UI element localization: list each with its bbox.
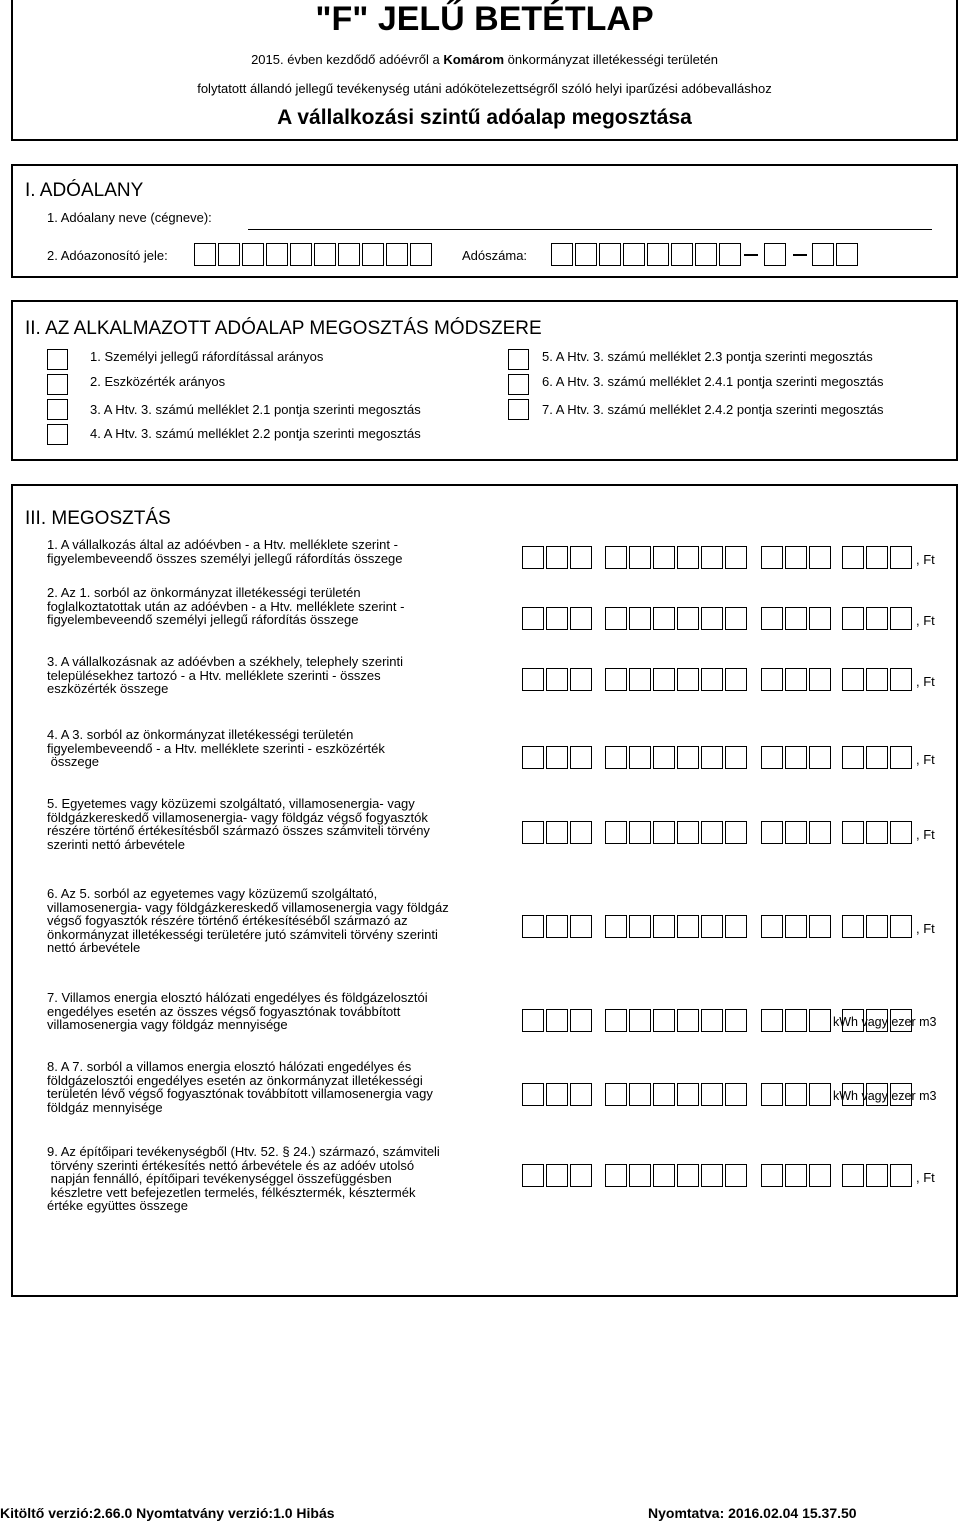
tax-id-digit-box[interactable]: [290, 243, 312, 266]
row-2-digit-group[interactable]: [677, 607, 747, 630]
row-3-digit-box[interactable]: [761, 668, 783, 691]
row-9-digit-group[interactable]: [677, 1164, 747, 1187]
row-2-digit-box[interactable]: [809, 607, 831, 630]
row-5-digit-box[interactable]: [653, 821, 675, 844]
row-5-digit-group[interactable]: [605, 821, 675, 844]
tax-number-digit-box[interactable]: [575, 243, 597, 266]
row-2-digit-box[interactable]: [522, 607, 544, 630]
row-8-digit-box[interactable]: [677, 1083, 699, 1106]
row-6-digit-group[interactable]: [605, 915, 675, 938]
header-panel: [11, 0, 958, 141]
row-7-label-line: 7. Villamos energia elosztó hálózati engedélyes és földgázelosztói: [47, 990, 428, 1005]
row-3-digit-group[interactable]: [677, 668, 747, 691]
tax-id-digit-box[interactable]: [410, 243, 432, 266]
tax-number-dash-1: [744, 254, 758, 256]
method-6-label: 6. A Htv. 3. számú melléklet 2.4.1 pontja szerinti megosztás: [542, 374, 884, 389]
row-1-digit-box[interactable]: [629, 546, 651, 569]
row-7-digit-group[interactable]: [605, 1009, 675, 1032]
section-adoalany: [11, 164, 958, 278]
row-4-digit-group[interactable]: [761, 746, 831, 769]
row-4-digit-box[interactable]: [605, 746, 627, 769]
row-6-digit-box[interactable]: [677, 915, 699, 938]
row-8-digit-group[interactable]: [605, 1083, 675, 1106]
row-5-digit-box[interactable]: [890, 821, 912, 844]
footer-printed: Nyomtatva: 2016.02.04 15.37.50: [648, 1505, 857, 1521]
row-2-digit-group[interactable]: [605, 607, 675, 630]
row-9-digit-box[interactable]: [842, 1164, 864, 1187]
row-1-digit-box[interactable]: [522, 546, 544, 569]
row-3-digit-box[interactable]: [629, 668, 651, 691]
row-5-unit: , Ft: [916, 827, 935, 842]
row-6-digit-box[interactable]: [701, 915, 723, 938]
row-9-digit-box[interactable]: [653, 1164, 675, 1187]
row-6-digit-box[interactable]: [605, 915, 627, 938]
row-2-digit-box[interactable]: [570, 607, 592, 630]
method-3-checkbox[interactable]: [47, 399, 68, 420]
row-3-digit-box[interactable]: [522, 668, 544, 691]
row-1-digit-box[interactable]: [785, 546, 807, 569]
section-1-heading: I. ADÓALANY: [25, 180, 144, 201]
row-7-digit-group[interactable]: [522, 1009, 592, 1032]
tax-number-label: Adószáma:: [462, 248, 528, 263]
row-1-label-line: 1. A vállalkozás által az adóévben - a Htv. melléklete szerint -: [47, 537, 398, 552]
tax-number-digit-box[interactable]: [599, 243, 621, 266]
method-2-checkbox[interactable]: [47, 374, 68, 395]
row-1-unit: , Ft: [916, 552, 935, 567]
row-6-label-line: végső fogyasztók részére történő értékesítéséből származó az: [47, 913, 408, 929]
row-9-label-line: napján fennálló, építőipari tevékenységgel összefüggésben: [47, 1171, 392, 1187]
row-4-label: [47, 728, 385, 769]
row-5-digit-group[interactable]: [522, 821, 592, 844]
row-3-label: [47, 655, 403, 696]
row-8-label-line: földgáz mennyisége: [47, 1099, 163, 1115]
row-1-label-line: figyelembeveendő összes személyi jellegű ráfordítás összege: [47, 550, 403, 566]
tax-id-digit-box[interactable]: [314, 243, 336, 266]
row-2-label-line: foglalkoztatottak után az adóévben - a Htv. melléklete szerint -: [47, 598, 405, 614]
section-megosztas: [11, 484, 958, 1297]
row-5-digit-box[interactable]: [842, 821, 864, 844]
row-3-digit-group[interactable]: [605, 668, 675, 691]
row-9-digit-group[interactable]: [522, 1164, 592, 1187]
row-9-digit-box[interactable]: [809, 1164, 831, 1187]
row-8-digit-group[interactable]: [677, 1083, 747, 1106]
row-5-digit-box[interactable]: [725, 821, 747, 844]
row-7-digit-group[interactable]: [761, 1009, 831, 1032]
section-2-heading: II. AZ ALKALMAZOTT ADÓALAP MEGOSZTÁS MÓDSZERE: [25, 318, 542, 339]
row-2-digit-box[interactable]: [842, 607, 864, 630]
row-4-digit-box[interactable]: [629, 746, 651, 769]
row-8-label-line: területén lévő végső fogyasztónak továbbított villamosenergia vagy: [47, 1086, 433, 1102]
row-3-digit-group[interactable]: [842, 668, 912, 691]
tax-id-digit-box[interactable]: [266, 243, 288, 266]
row-4-unit: , Ft: [916, 752, 935, 767]
row-9-digit-group[interactable]: [761, 1164, 831, 1187]
method-5-label: 5. A Htv. 3. számú melléklet 2.3 pontja szerinti megosztás: [542, 349, 873, 364]
tax-number-boxes-county[interactable]: [812, 243, 858, 266]
row-9-digit-box[interactable]: [725, 1164, 747, 1187]
row-5-label-line: 5. Egyetemes vagy közüzemi szolgáltató, villamosenergia- vagy: [47, 796, 415, 811]
row-2-digit-box[interactable]: [890, 607, 912, 630]
tax-number-county-digit-box[interactable]: [836, 243, 858, 266]
row-6-digit-box[interactable]: [809, 915, 831, 938]
row-4-digit-box[interactable]: [890, 746, 912, 769]
row-5-label-line: részére történő értékesítésből származó összes számviteli törvény: [47, 823, 430, 839]
row-6-label-line: önkormányzat illetékességi területére jutó számviteli törvény szerinti: [47, 926, 438, 942]
row-7-digit-box[interactable]: [653, 1009, 675, 1032]
row-1-digit-box[interactable]: [701, 546, 723, 569]
row-2-digit-box[interactable]: [701, 607, 723, 630]
tax-number-digit-box[interactable]: [623, 243, 645, 266]
tax-number-digit-box[interactable]: [671, 243, 693, 266]
row-2-digit-box[interactable]: [785, 607, 807, 630]
header-line-1: [13, 52, 956, 67]
row-9-label-line: értéke együttes összege: [47, 1198, 188, 1214]
row-4-digit-box[interactable]: [785, 746, 807, 769]
row-6-digit-box[interactable]: [725, 915, 747, 938]
row-6-digit-box[interactable]: [546, 915, 568, 938]
row-5-digit-box[interactable]: [785, 821, 807, 844]
row-6-digit-box[interactable]: [629, 915, 651, 938]
row-1-digit-group[interactable]: [761, 546, 831, 569]
row-2-digit-box[interactable]: [629, 607, 651, 630]
row-9-label-line: törvény szerinti értékesítés nettó árbevétele és az adóév utolsó: [47, 1157, 415, 1173]
tax-id-boxes[interactable]: [194, 243, 432, 266]
row-7-digit-box[interactable]: [546, 1009, 568, 1032]
row-2-label-line: 2. Az 1. sorból az önkormányzat illetékességi területén: [47, 585, 361, 600]
row-8-digit-box[interactable]: [570, 1083, 592, 1106]
row-7-unit: kWh vagy ezer m3: [833, 1015, 937, 1029]
row-2-digit-box[interactable]: [605, 607, 627, 630]
row-4-digit-group[interactable]: [677, 746, 747, 769]
row-8-digit-box[interactable]: [701, 1083, 723, 1106]
municipality-name: Komárom: [443, 52, 505, 67]
row-5-label: [47, 797, 430, 851]
row-7-digit-box[interactable]: [677, 1009, 699, 1032]
row-7-digit-box[interactable]: [761, 1009, 783, 1032]
row-5-label-line: földgázkereskedő villamosenergia- vagy földgáz végső fogyasztók: [47, 809, 428, 825]
row-5-digit-group[interactable]: [677, 821, 747, 844]
row-8-digit-box[interactable]: [605, 1083, 627, 1106]
tax-number-boxes-main[interactable]: [551, 243, 741, 266]
row-3-digit-box[interactable]: [866, 668, 888, 691]
row-9-digit-box[interactable]: [677, 1164, 699, 1187]
section-megosztas-modszere: [11, 300, 958, 461]
row-1-digit-box[interactable]: [809, 546, 831, 569]
row-2-label: [47, 586, 404, 627]
row-4-digit-box[interactable]: [677, 746, 699, 769]
method-2-label: 2. Eszközérték arányos: [90, 374, 226, 389]
row-5-digit-box[interactable]: [570, 821, 592, 844]
row-7-digit-box[interactable]: [522, 1009, 544, 1032]
tax-number-digit-box[interactable]: [695, 243, 717, 266]
row-3-digit-box[interactable]: [677, 668, 699, 691]
row-1-digit-box[interactable]: [677, 546, 699, 569]
row-1-digit-box[interactable]: [546, 546, 568, 569]
row-2-digit-group[interactable]: [522, 607, 592, 630]
row-6-digit-box[interactable]: [653, 915, 675, 938]
row-2-digit-box[interactable]: [761, 607, 783, 630]
row-4-label-line: 4. A 3. sorból az önkormányzat illetékességi területén: [47, 727, 354, 742]
row-6-label: [47, 887, 449, 955]
row-7-digit-box[interactable]: [725, 1009, 747, 1032]
row-3-digit-box[interactable]: [785, 668, 807, 691]
row-5-label-line: szerinti nettó árbevétele: [47, 836, 186, 852]
row-9-digit-box[interactable]: [605, 1164, 627, 1187]
row-3-digit-box[interactable]: [605, 668, 627, 691]
row-2-digit-box[interactable]: [653, 607, 675, 630]
tax-id-digit-box[interactable]: [386, 243, 408, 266]
row-3-label-line: 3. A vállalkozásnak az adóévben a székhely, telephely szerinti: [47, 654, 404, 669]
tax-id-digit-box[interactable]: [218, 243, 240, 266]
row-8-digit-box[interactable]: [761, 1083, 783, 1106]
row-2-digit-box[interactable]: [866, 607, 888, 630]
row-7-label-line: villamosenergia vagy földgáz mennyisége: [47, 1017, 288, 1033]
form-subtitle: A vállalkozási szintű adóalap megosztása: [277, 106, 692, 129]
row-3-digit-box[interactable]: [809, 668, 831, 691]
row-1-digit-box[interactable]: [866, 546, 888, 569]
row-1-digit-box[interactable]: [570, 546, 592, 569]
row-5-digit-box[interactable]: [677, 821, 699, 844]
row-5-digit-box[interactable]: [809, 821, 831, 844]
taxpayer-name-label: 1. Adóalany neve (cégneve):: [47, 210, 212, 225]
header-line-1-post: önkormányzat illetékességi területén: [504, 52, 718, 67]
row-8-digit-box[interactable]: [629, 1083, 651, 1106]
method-3-label: 3. A Htv. 3. számú melléklet 2.1 pontja szerinti megosztás: [90, 402, 421, 417]
row-9-digit-box[interactable]: [546, 1164, 568, 1187]
section-3-heading: III. MEGOSZTÁS: [25, 508, 171, 529]
row-3-digit-box[interactable]: [546, 668, 568, 691]
header-line-1-pre: 2015. évben kezdődő adóévről a: [251, 52, 444, 67]
tax-id-digit-box[interactable]: [194, 243, 216, 266]
row-2-unit: , Ft: [916, 613, 935, 628]
tax-id-digit-box[interactable]: [362, 243, 384, 266]
row-7-digit-box[interactable]: [605, 1009, 627, 1032]
row-4-digit-box[interactable]: [546, 746, 568, 769]
row-5-digit-group[interactable]: [842, 821, 912, 844]
row-1-digit-box[interactable]: [890, 546, 912, 569]
row-7-digit-box[interactable]: [809, 1009, 831, 1032]
row-1-digit-group[interactable]: [842, 546, 912, 569]
row-4-digit-group[interactable]: [842, 746, 912, 769]
row-6-digit-box[interactable]: [785, 915, 807, 938]
tax-id-digit-box[interactable]: [242, 243, 264, 266]
tax-number-digit-box[interactable]: [647, 243, 669, 266]
row-8-unit: kWh vagy ezer m3: [833, 1089, 937, 1103]
row-6-digit-group[interactable]: [522, 915, 592, 938]
row-5-digit-box[interactable]: [546, 821, 568, 844]
row-9-digit-group[interactable]: [842, 1164, 912, 1187]
row-8-digit-box[interactable]: [522, 1083, 544, 1106]
row-7-digit-group[interactable]: [677, 1009, 747, 1032]
row-5-digit-box[interactable]: [522, 821, 544, 844]
row-4-digit-box[interactable]: [809, 746, 831, 769]
row-8-digit-box[interactable]: [653, 1083, 675, 1106]
row-9-digit-box[interactable]: [522, 1164, 544, 1187]
row-5-digit-box[interactable]: [629, 821, 651, 844]
row-5-digit-box[interactable]: [605, 821, 627, 844]
row-6-label-line: nettó árbevétele: [47, 940, 141, 956]
row-4-digit-box[interactable]: [725, 746, 747, 769]
row-4-digit-box[interactable]: [570, 746, 592, 769]
row-6-digit-box[interactable]: [890, 915, 912, 938]
row-6-digit-group[interactable]: [677, 915, 747, 938]
row-6-digit-box[interactable]: [570, 915, 592, 938]
row-1-digit-group[interactable]: [605, 546, 675, 569]
tax-number-boxes-vat[interactable]: [764, 243, 786, 266]
footer-version: Kitöltő verzió:2.66.0 Nyomtatvány verzió:1.0 Hibás: [0, 1505, 335, 1521]
row-3-digit-group[interactable]: [761, 668, 831, 691]
row-2-digit-group[interactable]: [842, 607, 912, 630]
row-4-digit-box[interactable]: [842, 746, 864, 769]
row-9-digit-box[interactable]: [785, 1164, 807, 1187]
row-3-label-line: eszközérték összege: [47, 681, 169, 697]
row-8-digit-box[interactable]: [809, 1083, 831, 1106]
row-7-digit-box[interactable]: [570, 1009, 592, 1032]
row-2-digit-box[interactable]: [677, 607, 699, 630]
tax-id-label: 2. Adóazonosító jele:: [47, 248, 168, 263]
tax-number-county-digit-box[interactable]: [812, 243, 834, 266]
tax-number-vat-digit-box[interactable]: [764, 243, 786, 266]
row-4-digit-group[interactable]: [605, 746, 675, 769]
row-1-digit-box[interactable]: [761, 546, 783, 569]
taxpayer-name-field[interactable]: [248, 228, 932, 230]
row-2-digit-box[interactable]: [546, 607, 568, 630]
row-6-digit-box[interactable]: [866, 915, 888, 938]
row-3-label-line: településekhez tartozó - a Htv. melléklete szerinti - összes: [47, 667, 381, 683]
row-6-unit: , Ft: [916, 921, 935, 936]
row-2-label-line: figyelembeveendő személyi jellegű ráfordítás összege: [47, 612, 359, 628]
row-3-digit-box[interactable]: [890, 668, 912, 691]
row-9-digit-box[interactable]: [701, 1164, 723, 1187]
form-title: "F" JELŰ BETÉTLAP: [315, 0, 654, 38]
row-5-digit-group[interactable]: [761, 821, 831, 844]
row-9-unit: , Ft: [916, 1170, 935, 1185]
row-9-digit-box[interactable]: [890, 1164, 912, 1187]
row-9-label-line: készletre vett befejezetlen termelés, félkésztermék, késztermék: [47, 1184, 416, 1200]
row-1-digit-group[interactable]: [677, 546, 747, 569]
row-4-digit-box[interactable]: [761, 746, 783, 769]
method-1-label: 1. Személyi jellegű ráfordítással arányos: [90, 349, 324, 364]
row-4-digit-box[interactable]: [866, 746, 888, 769]
method-7-label: 7. A Htv. 3. számú melléklet 2.4.2 pontja szerinti megosztás: [542, 402, 884, 417]
row-6-digit-group[interactable]: [842, 915, 912, 938]
row-9-digit-box[interactable]: [866, 1164, 888, 1187]
row-9-label-line: 9. Az építőipari tevékenységből (Htv. 52. § 24.) származó, számviteli: [47, 1144, 440, 1159]
method-4-checkbox[interactable]: [47, 424, 68, 445]
method-7-checkbox[interactable]: [508, 399, 529, 420]
row-2-digit-box[interactable]: [725, 607, 747, 630]
row-9-digit-group[interactable]: [605, 1164, 675, 1187]
row-5-digit-box[interactable]: [761, 821, 783, 844]
row-6-digit-box[interactable]: [522, 915, 544, 938]
row-4-label-line: összege: [47, 754, 100, 770]
method-6-checkbox[interactable]: [508, 374, 529, 395]
header-line-2: folytatott állandó jellegű tevékenység utáni adókötelezettségről szóló helyi iparűzési adóbevalláshoz: [197, 81, 772, 96]
row-8-digit-box[interactable]: [546, 1083, 568, 1106]
row-9-digit-box[interactable]: [570, 1164, 592, 1187]
row-6-label-line: villamosenergia- vagy földgázkereskedő villamosenergia vagy földgáz: [47, 899, 449, 915]
row-4-digit-box[interactable]: [522, 746, 544, 769]
row-8-label-line: 8. A 7. sorból a villamos energia elosztó hálózati engedélyes és: [47, 1059, 412, 1074]
row-7-label: [47, 991, 428, 1032]
row-3-digit-box[interactable]: [842, 668, 864, 691]
row-3-digit-group[interactable]: [522, 668, 592, 691]
row-4-digit-box[interactable]: [653, 746, 675, 769]
row-3-digit-box[interactable]: [701, 668, 723, 691]
method-5-checkbox[interactable]: [508, 349, 529, 370]
row-6-digit-box[interactable]: [842, 915, 864, 938]
row-4-digit-box[interactable]: [701, 746, 723, 769]
row-1-digit-box[interactable]: [725, 546, 747, 569]
row-6-digit-box[interactable]: [761, 915, 783, 938]
row-8-label: [47, 1060, 433, 1114]
row-4-label-line: figyelembeveendő - a Htv. melléklete szerinti - eszközérték: [47, 740, 385, 756]
row-3-digit-box[interactable]: [725, 668, 747, 691]
row-7-digit-box[interactable]: [701, 1009, 723, 1032]
row-3-digit-box[interactable]: [570, 668, 592, 691]
row-3-unit: , Ft: [916, 674, 935, 689]
row-8-digit-box[interactable]: [785, 1083, 807, 1106]
row-2-digit-group[interactable]: [761, 607, 831, 630]
tax-number-dash-2: [793, 254, 807, 256]
row-5-digit-box[interactable]: [701, 821, 723, 844]
row-9-label: [47, 1145, 440, 1213]
row-8-digit-group[interactable]: [522, 1083, 592, 1106]
row-7-label-line: engedélyes esetén az összes végső fogyasztónak továbbított: [47, 1003, 401, 1019]
row-1-digit-group[interactable]: [522, 546, 592, 569]
row-8-label-line: földgázelosztói engedélyes esetén az önkormányzat illetékességi: [47, 1072, 423, 1088]
row-8-digit-group[interactable]: [761, 1083, 831, 1106]
row-9-digit-box[interactable]: [761, 1164, 783, 1187]
row-3-digit-box[interactable]: [653, 668, 675, 691]
row-9-digit-box[interactable]: [629, 1164, 651, 1187]
row-1-digit-box[interactable]: [653, 546, 675, 569]
method-1-checkbox[interactable]: [47, 349, 68, 370]
tax-number-digit-box[interactable]: [719, 243, 741, 266]
row-1-label: [47, 538, 403, 565]
row-4-digit-group[interactable]: [522, 746, 592, 769]
row-5-digit-box[interactable]: [866, 821, 888, 844]
row-1-digit-box[interactable]: [842, 546, 864, 569]
row-7-digit-box[interactable]: [785, 1009, 807, 1032]
tax-number-digit-box[interactable]: [551, 243, 573, 266]
row-6-digit-group[interactable]: [761, 915, 831, 938]
method-4-label: 4. A Htv. 3. számú melléklet 2.2 pontja szerinti megosztás: [90, 426, 421, 441]
row-1-digit-box[interactable]: [605, 546, 627, 569]
row-6-label-line: 6. Az 5. sorból az egyetemes vagy közüzemű szolgáltató,: [47, 886, 378, 901]
row-7-digit-box[interactable]: [629, 1009, 651, 1032]
row-8-digit-box[interactable]: [725, 1083, 747, 1106]
tax-id-digit-box[interactable]: [338, 243, 360, 266]
